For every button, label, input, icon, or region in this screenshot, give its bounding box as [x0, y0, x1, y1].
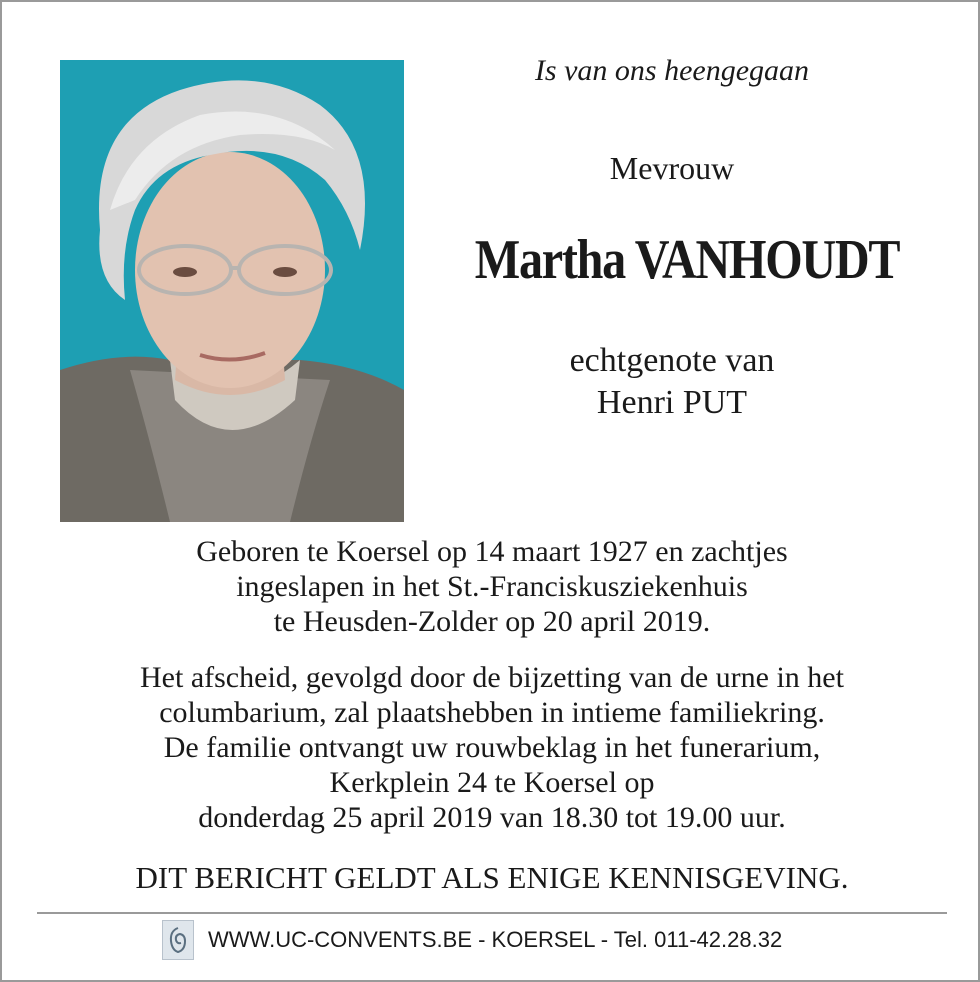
birth-death-paragraph [22, 534, 962, 639]
portrait-illustration [60, 60, 404, 522]
text-line: donderdag 25 april 2019 van 18.30 tot 19.00 uur. [198, 801, 786, 834]
text-line: columbarium, zal plaatshebben in intieme familiekring. [159, 696, 825, 729]
text-line: De familie ontvangt uw rouwbeklag in het funerarium, [163, 731, 821, 764]
text-line: Kerkplein 24 te Koersel op [329, 766, 655, 799]
spouse-relation: echtgenote van [569, 342, 775, 379]
footer-contact-text: WWW.UC-CONVENTS.BE - KOERSEL - Tel. 011-42.28.32 [208, 927, 783, 952]
spouse-name: Henri PUT [596, 384, 748, 421]
intro-text: Is van ons heengegaan [534, 54, 810, 87]
madonna-logo-icon [162, 920, 194, 960]
notice-text: DIT BERICHT GELDT ALS ENIGE KENNISGEVING. [135, 860, 849, 895]
deceased-name: Martha VANHOUDT [474, 229, 900, 291]
text-line: te Heusden-Zolder op 20 april 2019. [273, 605, 711, 638]
ceremony-paragraph [22, 660, 962, 835]
spouse-block [472, 340, 872, 424]
text-line: ingeslapen in het St.-Franciskusziekenhuis [236, 570, 748, 603]
text-line: Geboren te Koersel op 14 maart 1927 en zachtjes [196, 535, 788, 568]
footer [162, 920, 782, 960]
portrait-photo [60, 60, 404, 522]
text-line: Het afscheid, gevolgd door de bijzetting van de urne in het [140, 661, 844, 694]
honorific-title: Mevrouw [609, 150, 735, 186]
footer-divider [37, 912, 947, 914]
